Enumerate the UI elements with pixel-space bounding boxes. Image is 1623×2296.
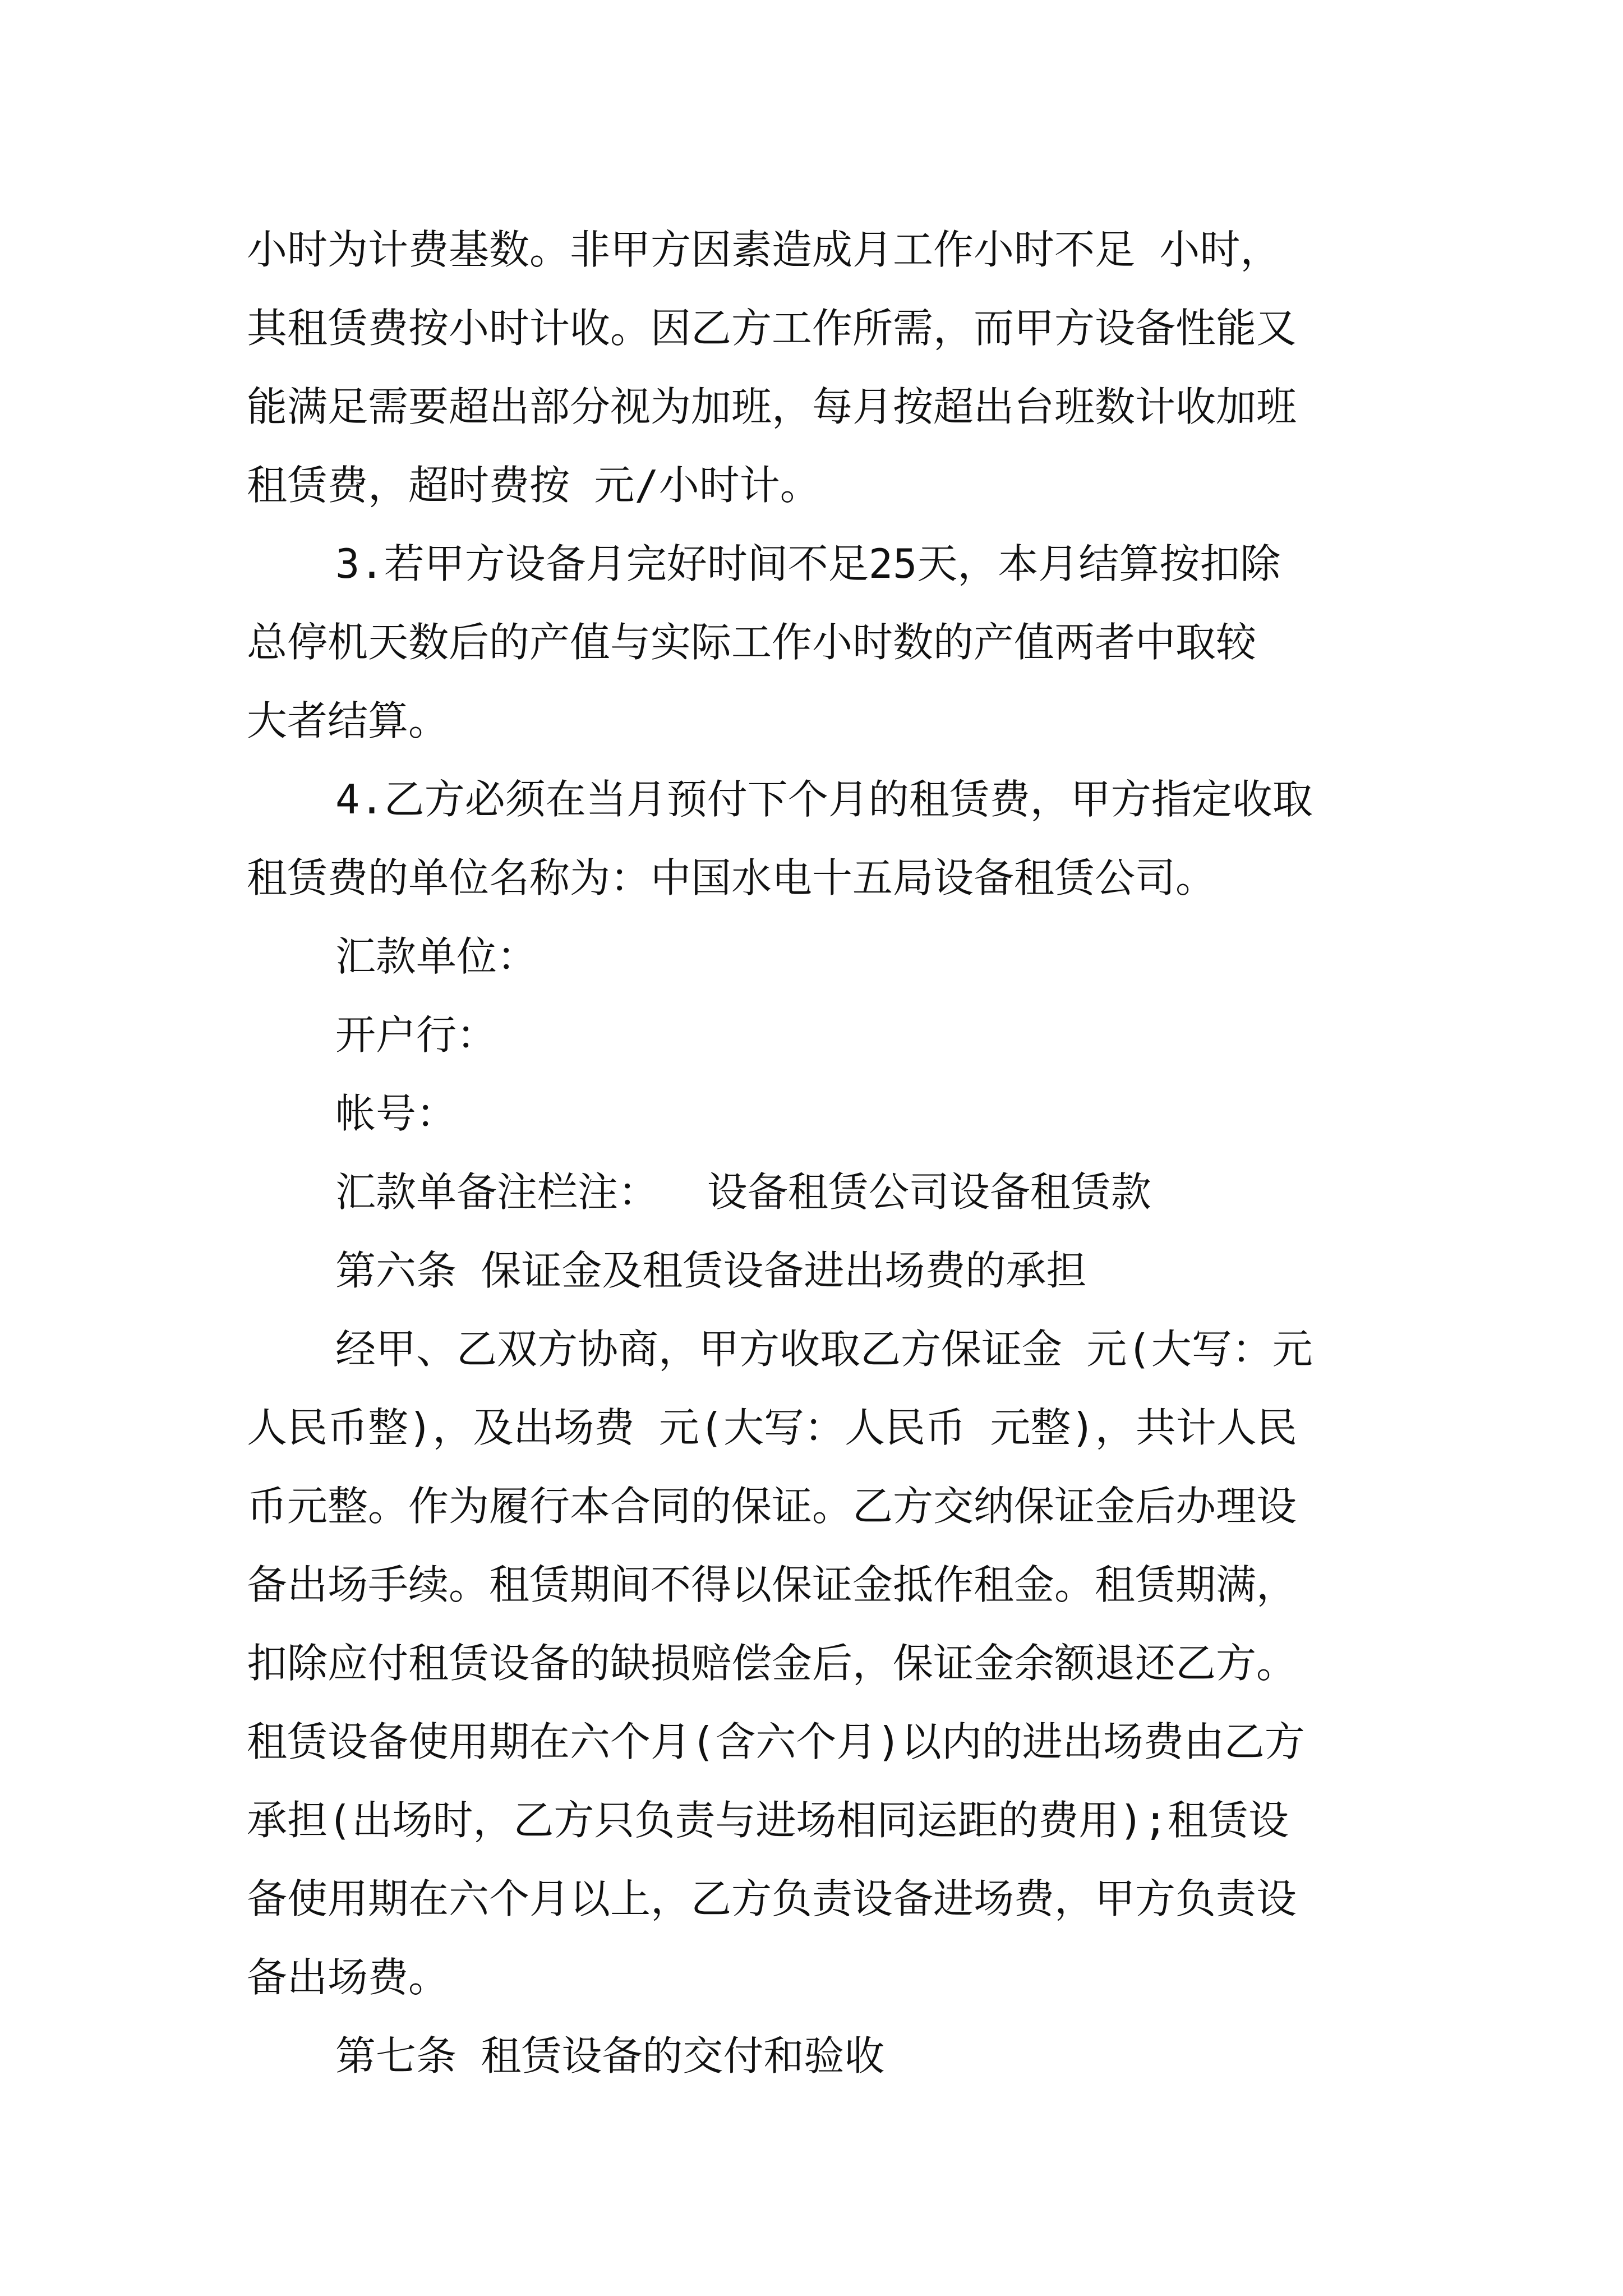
- text-line-17: 币元整。作为履行本合同的保证。乙方交纳保证金后办理设: [247, 1483, 1297, 1530]
- text-line-3: 能满足需要超出部分视为加班，每月按超出台班数计收加班: [247, 383, 1297, 430]
- text-line-2: 其租赁费按小时计收。因乙方工作所需，而甲方设备性能又: [247, 305, 1297, 352]
- text-line-15: 经甲、乙双方协商，甲方收取乙方保证金 元(大写：元: [335, 1326, 1313, 1373]
- remittance-note-label: 汇款单备注栏注： 设备租赁公司设备租赁款: [335, 1168, 1151, 1216]
- text-line-6: 总停机天数后的产值与实际工作小时数的产值两者中取较: [247, 619, 1257, 666]
- document-body: [247, 210, 1385, 2095]
- text-line-21: 承担(出场时，乙方只负责与进场相同运距的费用);租赁设: [247, 1797, 1289, 1844]
- text-line-5: 3.若甲方设备月完好时间不足25天，本月结算按扣除: [335, 540, 1281, 587]
- text-line-18: 备出场手续。租赁期间不得以保证金抵作租金。租赁期满，: [247, 1561, 1297, 1608]
- article-6-heading: 第六条 保证金及租赁设备进出场费的承担: [335, 1247, 1087, 1294]
- remittance-unit-label: 汇款单位：: [335, 933, 538, 980]
- text-line-23: 备出场费。: [247, 1954, 449, 2001]
- text-line-1: 小时为计费基数。非甲方因素造成月工作小时不足 小时，: [247, 226, 1281, 273]
- text-line-8: 4.乙方必须在当月预付下个月的租赁费，甲方指定收取: [335, 776, 1313, 823]
- bank-label: 开户行：: [335, 1011, 497, 1059]
- text-line-4: 租赁费，超时费按 元/小时计。: [247, 462, 820, 509]
- text-line-16: 人民币整)，及出场费 元(大写：人民币 元整)，共计人民: [247, 1404, 1297, 1451]
- article-7-heading: 第七条 租赁设备的交付和验收: [335, 2032, 885, 2079]
- text-line-20: 租赁设备使用期在六个月(含六个月)以内的进出场费由乙方: [247, 1718, 1305, 1765]
- text-line-19: 扣除应付租赁设备的缺损赔偿金后，保证金余额退还乙方。: [247, 1640, 1297, 1687]
- account-number-label: 帐号：: [335, 1090, 457, 1137]
- text-line-22: 备使用期在六个月以上，乙方负责设备进场费，甲方负责设: [247, 1875, 1297, 1922]
- text-line-9: 租赁费的单位名称为：中国水电十五局设备租赁公司。: [247, 854, 1216, 901]
- text-line-7: 大者结算。: [247, 697, 449, 744]
